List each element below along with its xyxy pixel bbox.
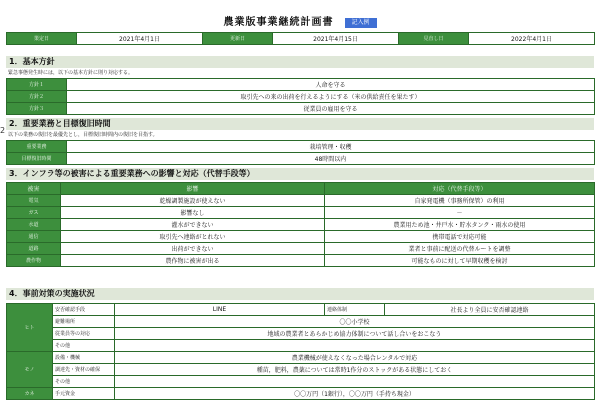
section2-note: 以下の業務の復旧を最優先とし，目標復旧時間内の復旧を目指す。 xyxy=(8,132,158,138)
prep-value[interactable]: 農業機械が使えなくなった場合レンタルで対応 xyxy=(115,352,595,364)
prep-sub-label: 従業員等の対応 xyxy=(53,328,115,340)
recovery-time-label: 目標復旧時間 xyxy=(7,153,67,165)
group-label-things: モノ xyxy=(7,352,53,388)
recovery-target-table xyxy=(6,140,595,165)
created-date-value[interactable]: 2021年4月1日 xyxy=(77,33,203,45)
section4-heading: 4．事前対策の実施状況 xyxy=(6,288,594,300)
example-badge: 記入例 xyxy=(345,18,377,28)
prep-value[interactable]: 種苗，肥料，農薬については常時1作分のストックがある状態にしておく xyxy=(115,364,595,376)
impact-row-impact[interactable]: 影響なし xyxy=(61,207,325,219)
impact-row-response[interactable]: － xyxy=(325,207,595,219)
policy-label: 方針２ xyxy=(7,91,67,103)
margin-mark: 2 xyxy=(0,126,6,135)
policy-value[interactable]: 従業員の雇用を守る xyxy=(67,103,595,115)
updated-date-label: 更新日 xyxy=(203,33,273,45)
section1-heading: 1．基本方針 xyxy=(6,56,594,68)
prep-sub-label: 設備・機械 xyxy=(53,352,115,364)
impact-row-label: 水道 xyxy=(7,219,61,231)
group-label-money: カネ xyxy=(7,388,53,400)
date-table xyxy=(6,32,595,45)
impact-row-label: 農作物 xyxy=(7,255,61,267)
impact-row-response[interactable]: 業者と事前に配送の代替ルートを調整 xyxy=(325,243,595,255)
prep-sub-label: 手元資金 xyxy=(53,388,115,400)
impact-row-impact[interactable]: 灌水ができない xyxy=(61,219,325,231)
impact-row-impact[interactable]: 農作物に被害が出る xyxy=(61,255,325,267)
prep-value[interactable]: 〇〇小学校 xyxy=(115,316,595,328)
prep-sub-label: 調達先・資材の確保 xyxy=(53,364,115,376)
review-date-value[interactable]: 2022年4月1日 xyxy=(469,33,595,45)
policy-value[interactable]: 取引先への来の出荷を行えるようにする（米の供給責任を果たす） xyxy=(67,91,595,103)
impact-row-label: 道路 xyxy=(7,243,61,255)
document-title: 農業版事業継続計画書 xyxy=(223,17,334,28)
impact-row-impact[interactable]: 出荷ができない xyxy=(61,243,325,255)
basic-policy-table xyxy=(6,78,595,115)
prep-value[interactable] xyxy=(115,376,595,388)
impact-header-impact: 影響 xyxy=(61,183,325,195)
section3-heading: 3．インフラ等の被害による重要業務への影響と対応（代替手段等） xyxy=(6,168,594,180)
prep-sub-label: 安否確認手段 xyxy=(53,304,115,316)
title-row xyxy=(0,10,600,26)
section1-note: 緊急事態発生時には，以下の基本方針に則り対応する。 xyxy=(8,70,134,76)
impact-header-damage: 被害 xyxy=(7,183,61,195)
policy-label: 方針３ xyxy=(7,103,67,115)
important-task-label: 重要業務 xyxy=(7,141,67,153)
impact-row-impact[interactable]: 取引先へ連絡がとれない xyxy=(61,231,325,243)
prep-value[interactable]: 地域の農業者とあらかじめ協力体制について話し合いをおこなう xyxy=(115,328,595,340)
policy-value[interactable]: 人命を守る xyxy=(67,79,595,91)
updated-date-value[interactable]: 2021年4月15日 xyxy=(273,33,399,45)
impact-row-impact[interactable]: 乾燥調製施設が使えない xyxy=(61,195,325,207)
impact-row-response[interactable]: 自家発電機（事務所保管）の利用 xyxy=(325,195,595,207)
impact-row-label: 電気 xyxy=(7,195,61,207)
created-date-label: 策定日 xyxy=(7,33,77,45)
prep-value[interactable] xyxy=(115,340,595,352)
prep-value[interactable]: 社長より全員に安否確認連絡 xyxy=(385,304,595,316)
section2-heading: 2．重要業務と目標復旧時間 xyxy=(6,118,594,130)
prep-value[interactable]: LINE xyxy=(115,304,325,316)
impact-row-response[interactable]: 可能なものに対して早期収穫を検討 xyxy=(325,255,595,267)
important-task-value[interactable]: 栽培管理・収穫 xyxy=(67,141,595,153)
impact-row-response[interactable]: 農業用ため池・井戸水・貯水タンク・雨水の使用 xyxy=(325,219,595,231)
recovery-time-value[interactable]: 48時間以内 xyxy=(67,153,595,165)
impact-row-label: 通信 xyxy=(7,231,61,243)
impact-header-response: 対応（代替手段等） xyxy=(325,183,595,195)
impact-row-label: ガス xyxy=(7,207,61,219)
impact-table xyxy=(6,182,595,267)
group-label-people: ヒト xyxy=(7,304,53,352)
prep-sub-label: その他 xyxy=(53,376,115,388)
review-date-label: 見直し日 xyxy=(399,33,469,45)
prep-sub-label: 連絡体制 xyxy=(325,304,385,316)
policy-label: 方針１ xyxy=(7,79,67,91)
prep-value[interactable]: 〇〇万円（1銀行），〇〇万円（手持ち現金） xyxy=(115,388,595,400)
prep-sub-label: その他 xyxy=(53,340,115,352)
preparation-table xyxy=(6,303,595,400)
prep-sub-label: 避難場所 xyxy=(53,316,115,328)
impact-row-response[interactable]: 携帯電話で対応可能 xyxy=(325,231,595,243)
